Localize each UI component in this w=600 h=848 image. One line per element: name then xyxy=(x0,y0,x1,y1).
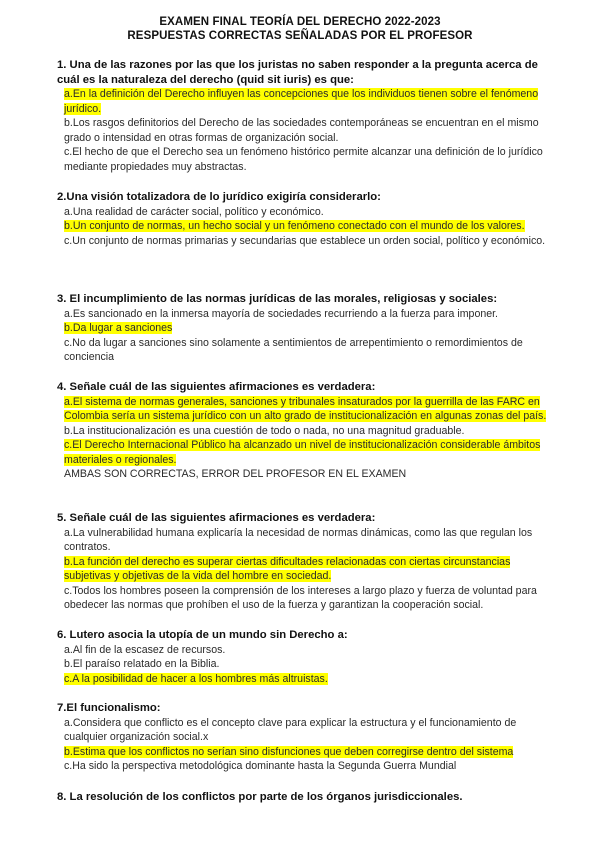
option-a: a.Al fin de la escasez de recursos. xyxy=(64,643,226,656)
option-b: b.Los rasgos definitorios del Derecho de las sociedades contemporáneas se encuentran en el mismo grado o intensidad en otras formas de organización social. xyxy=(64,117,539,144)
option-b xyxy=(64,745,557,760)
option-c: c.No da lugar a sanciones sino solamente a sentimientos de arrepentimiento o remordimientos de conciencia xyxy=(64,336,523,363)
question-text: 7.El funcionalismo: xyxy=(57,702,161,714)
question-text: 4. Señale cuál de las siguientes afirmaciones es verdadera: xyxy=(57,381,376,393)
option-a xyxy=(64,87,557,116)
option-a: a.La vulnerabilidad humana explicaría la necesidad de normas dinámicas, como las que regulan los contratos. xyxy=(64,526,533,553)
professor-error-note: AMBAS SON CORRECTAS, ERROR DEL PROFESOR EN EL EXAMEN xyxy=(64,468,407,480)
correct-answer-highlight: c.El Derecho Internacional Público ha alcanzado un nivel de institucionalización considerable ámbitos materiales o regionales. xyxy=(64,439,541,466)
option-c xyxy=(64,438,557,467)
question-8 xyxy=(57,790,557,805)
option-c: c.El hecho de que el Derecho sea un fenómeno histórico permite alcanzar una definición de lo jurídico mediante propiedades muy abstractas. xyxy=(64,146,543,173)
question-text: 8. La resolución de los conflictos por parte de los órganos jurisdiccionales. xyxy=(57,791,463,803)
option-c xyxy=(64,672,557,687)
correct-answer-highlight: b.La función del derecho es superar ciertas dificultades relacionadas con ciertas circunstancias subjetivas y objetivas de la vida del hombre en sociedad. xyxy=(64,555,511,582)
question-text: 5. Señale cuál de las siguientes afirmaciones es verdadera: xyxy=(57,512,376,524)
option-b: b.El paraíso relatado en la Biblia. xyxy=(64,658,220,670)
option-b: b.La institucionalización es una cuestión de todo o nada, no una magnitud graduable. xyxy=(64,424,465,437)
question-text: 1. Una de las razones por las que los juristas no saben responder a la pregunta acerca de cuál es la naturaleza del derecho (quid sit iuris) es que: xyxy=(57,59,538,86)
question-2 xyxy=(57,190,557,248)
exam-title: EXAMEN FINAL TEORÍA DEL DERECHO 2022-2023 xyxy=(159,16,441,28)
question-text: 3. El incumplimiento de las normas jurídicas de las morales, religiosas y sociales: xyxy=(57,293,498,305)
option-a: a.Es sancionado en la inmersa mayoría de sociedades recurriendo a la fuerza para imponer. xyxy=(64,307,499,320)
option-b xyxy=(64,321,557,336)
correct-answer-highlight: a.El sistema de normas generales, sanciones y tribunales insaturados por la guerrilla de las FARC en Colombia sería un sistema jurídico con un alto grado de institucionalización en algunas zonas del país. xyxy=(64,395,547,422)
correct-answer-highlight: a.En la definición del Derecho influyen las concepciones que los individuos tienen sobre el fenómeno jurídico. xyxy=(64,88,539,115)
exam-subtitle: RESPUESTAS CORRECTAS SEÑALADAS POR EL PROFESOR xyxy=(127,30,473,42)
correct-answer-highlight: c.A la posibilidad de hacer a los hombres más altruistas. xyxy=(64,672,328,685)
question-5 xyxy=(57,511,557,613)
correct-answer-highlight: b.Estima que los conflictos no serían sino disfunciones que deben corregirse dentro del sistema xyxy=(64,745,514,758)
option-b xyxy=(64,555,557,584)
option-c: c.Ha sido la perspectiva metodológica dominante hasta la Segunda Guerra Mundial xyxy=(64,760,457,772)
question-text: 2.Una visión totalizadora de lo jurídico exigiría considerarlo: xyxy=(57,191,381,203)
option-a xyxy=(64,395,557,424)
correct-answer-highlight: b.Un conjunto de normas, un hecho social y un fenómeno conectado con el mundo de los valores. xyxy=(64,220,525,232)
correct-answer-highlight: b.Da lugar a sanciones xyxy=(64,322,173,334)
question-3 xyxy=(57,292,557,365)
question-7 xyxy=(57,701,557,774)
question-1 xyxy=(57,58,557,174)
question-6 xyxy=(57,628,557,686)
option-c: c.Un conjunto de normas primarias y secundarias que establece un orden social, político y económico. xyxy=(64,234,546,247)
option-c: c.Todos los hombres poseen la comprensión de los intereses a largo plazo y fuerza de voluntad para obedecer las normas que prohíben el uso de la fuerza y garantizan la cooperación social. xyxy=(64,584,537,611)
option-a: a.Una realidad de carácter social, político y económico. xyxy=(64,205,324,218)
option-a: a.Considera que conflicto es el concepto clave para explicar la estructura y el funcionamiento de cualquier organización social.x xyxy=(64,716,517,743)
question-text: 6. Lutero asocia la utopía de un mundo sin Derecho a: xyxy=(57,629,348,641)
option-b xyxy=(64,219,557,234)
question-4 xyxy=(57,380,557,482)
